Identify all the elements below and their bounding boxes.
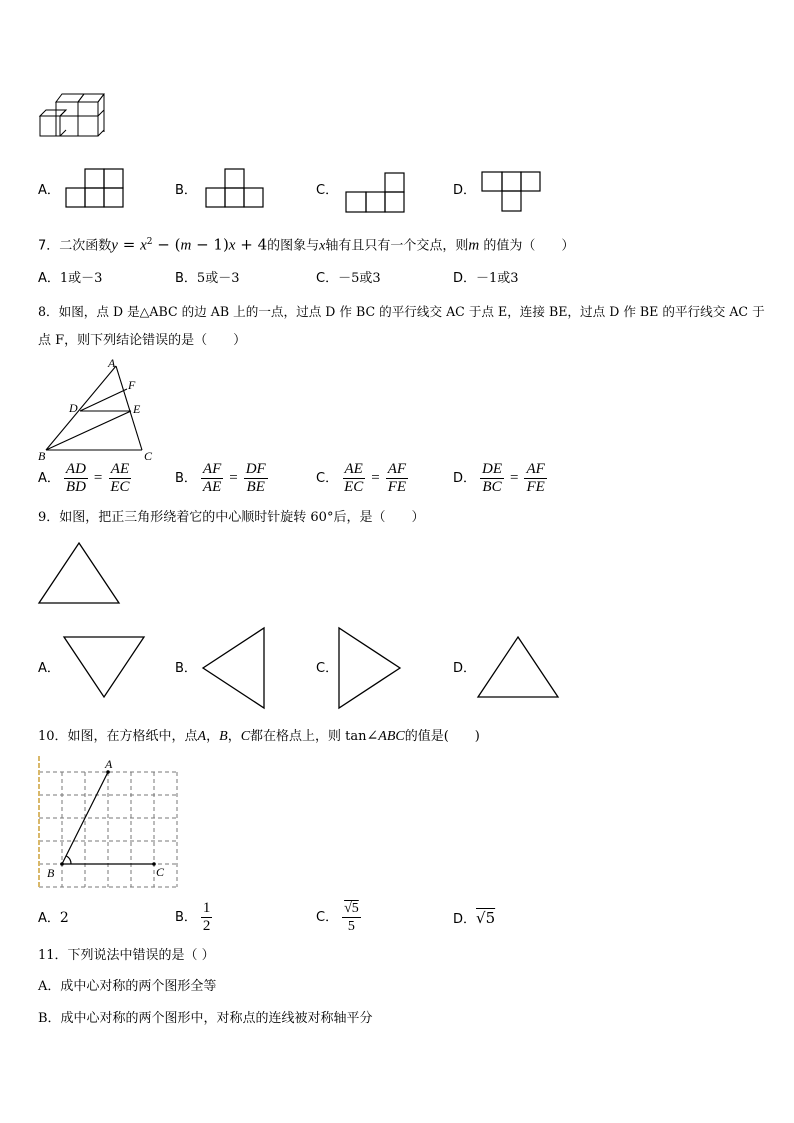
label-e: E — [133, 402, 141, 416]
q6-option-c-letter: C． — [316, 183, 339, 198]
label-b: B — [47, 866, 55, 880]
q9-option-d-letter: D． — [453, 661, 477, 676]
label-d: D — [69, 401, 78, 415]
label-b: B — [38, 449, 46, 462]
label-c: C — [156, 865, 165, 879]
cube-stack-figure — [36, 90, 110, 142]
triangle-down-icon — [61, 634, 147, 700]
q10-grid-figure — [34, 752, 184, 890]
q10-option-d: D．√5 — [453, 909, 496, 927]
q7-option-a: A．1或－3 — [38, 271, 103, 286]
q6-option-d-letter: D． — [453, 183, 477, 198]
q8-triangle-figure — [36, 356, 160, 462]
view-1-over-3-icon — [205, 168, 265, 208]
q7-stem: 7．二次函数$y = x^2 - (m - 1)x + 4$的图象与x轴有且只有一个交点，则m 的值为（ ） — [38, 235, 575, 254]
q6-option-a-letter: A． — [38, 183, 60, 198]
q11-option-b: B．成中心对称的两个图形中，对称点的连线被对称轴平分 — [38, 1011, 373, 1026]
q8-option-d: D． $\frac{DE}{BC}$ = $\frac{AF}{FE}$ — [453, 461, 545, 495]
q7-option-b: B．5或－3 — [175, 271, 240, 286]
q9-option-a-letter: A． — [38, 661, 60, 676]
q10-option-b: B． $\frac{1}{2}$ — [175, 900, 211, 934]
q10-option-a: A．2 — [38, 910, 69, 926]
q8-stem-line2: 点 F，则下列结论错误的是（ ） — [38, 333, 247, 348]
q9-option-b-letter: B． — [175, 661, 197, 676]
triangle-right-icon — [336, 625, 404, 711]
q8-option-c: C． $\frac{AE}{EC}$ = $\frac{AF}{FE}$ — [316, 461, 407, 495]
q10-stem: 10．如图，在方格纸中，点A，B，C都在格点上，则 tan∠ABC的值是( ) — [38, 729, 480, 744]
view-staircase-icon — [345, 172, 407, 214]
label-a: A — [108, 356, 116, 370]
q8-option-b: B． $\frac{AF}{AE}$ = $\frac{DF}{BE}$ — [175, 461, 266, 495]
q9-option-c-letter: C． — [316, 661, 339, 676]
q11-option-a: A．成中心对称的两个图形全等 — [38, 979, 217, 994]
q7-option-d: D．－1或3 — [453, 271, 519, 286]
view-3-over-1-middle-icon — [481, 171, 543, 213]
triangle-left-icon — [199, 625, 267, 711]
q6-option-b-letter: B． — [175, 183, 197, 198]
equilateral-triangle-icon — [36, 540, 122, 606]
label-f: F — [128, 378, 136, 392]
view-top-bottom-3-over-1-icon — [65, 168, 125, 208]
q9-stem: 9．如图，把正三角形绕着它的中心顺时针旋转 60°后，是（ ） — [38, 510, 425, 525]
label-a: A — [105, 757, 113, 771]
label-c: C — [144, 449, 153, 462]
q10-option-c: C． $\frac{√5}{5}$ — [316, 901, 359, 934]
q8-option-a: A． $\frac{AD}{BD}$ = $\frac{AE}{EC}$ — [38, 461, 130, 495]
q11-stem: 11．下列说法中错误的是（ ） — [38, 948, 215, 963]
q7-option-c: C．－5或3 — [316, 271, 381, 286]
triangle-up-icon — [475, 634, 561, 700]
q8-stem-line1: 8．如图，点 D 是△ABC 的边 AB 上的一点，过点 D 作 BC 的平行线交 AC 于点 E，连接 BE，过点 D 作 BE 的平行线交 AC 于 — [38, 304, 765, 319]
